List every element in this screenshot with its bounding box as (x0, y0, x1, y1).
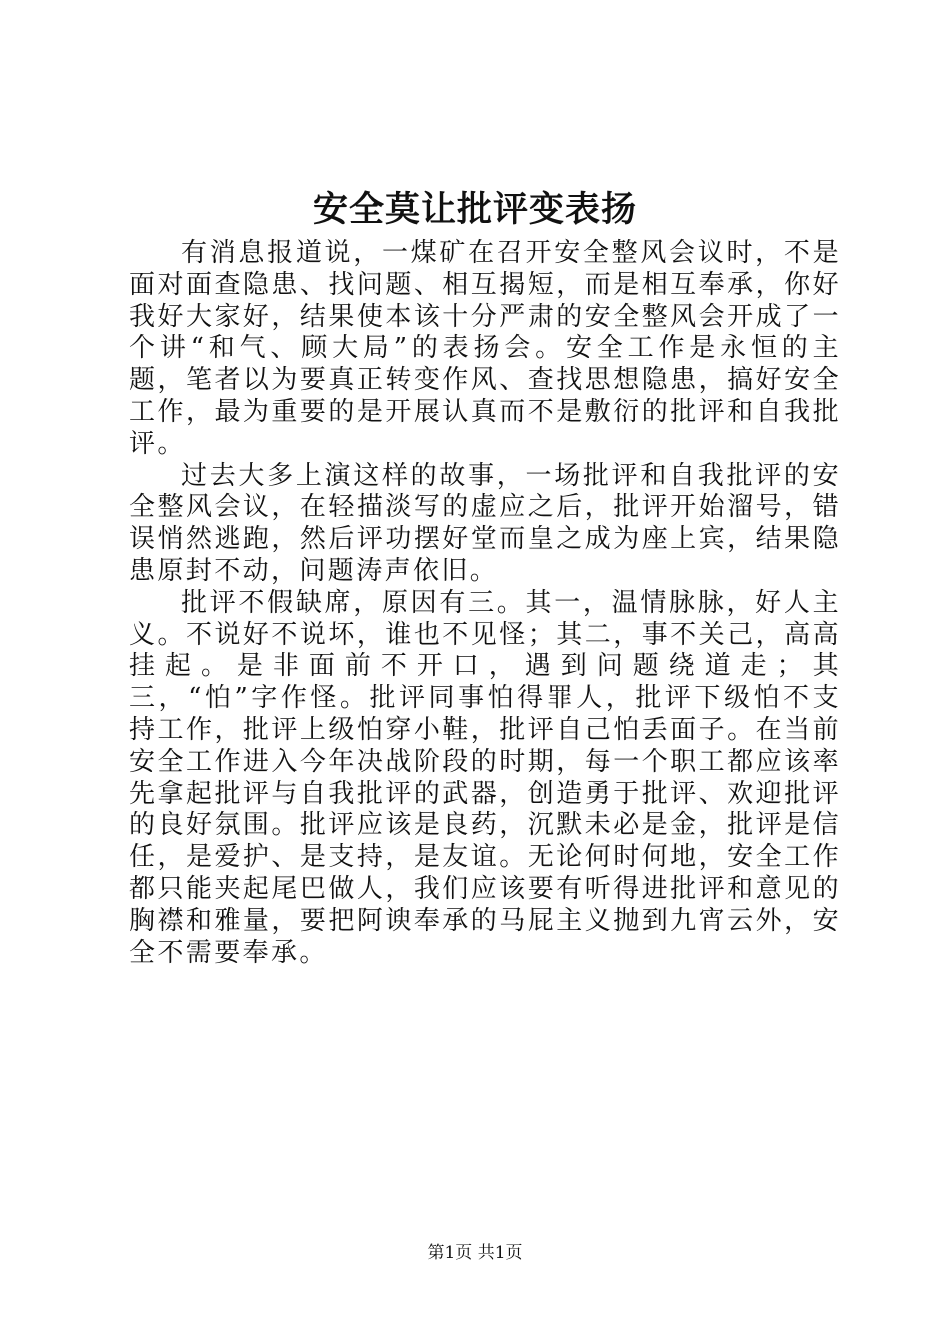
document-title: 安全莫让批评变表扬 (312, 189, 637, 230)
paragraph-3: 批评不假缺席，原因有三。其一，温情脉脉，好人主义。不说好不说坏，谁也不见怪；其二，事不关己，高高挂起。是非面前不开口，遇到问题绕道走；其三，“怕”字作怪。批评同事怕得罪人，批评下级怕不支持工作，批评上级怕穿小鞋，批评自己怕丢面子。在当前安全工作进入今年决战阶段的时期，每一个职工都应该率先拿起批评与自我批评的武器，创造勇于批评、欢迎批评的良好氛围。批评应该是良药，沉默未必是金，批评是信任，是爱护、是支持，是友谊。无论何时何地，安全工作都只能夹起尾巴做人，我们应该要有听得进批评和意见的胸襟和雅量，要把阿谀奉承的马屁主义抛到九宵云外，安全不需要奉承。 (129, 587, 841, 968)
paragraph-2: 过去大多上演这样的故事，一场批评和自我批评的安全整风会议，在轻描淡写的虚应之后，批评开始溜号，错误悄然逃跑，然后评功摆好堂而皇之成为座上宾，结果隐患原封不动，问题涛声依旧。 (129, 460, 841, 586)
page-footer: 第1页 共1页 (427, 1243, 523, 1263)
document-body (129, 238, 841, 969)
paragraph-1: 有消息报道说，一煤矿在召开安全整风会议时，不是面对面查隐患、找问题、相互揭短，而是相互奉承，你好我好大家好，结果使本该十分严肃的安全整风会开成了一个讲“和气、顾大局”的表扬会。安全工作是永恒的主题，笔者以为要真正转变作风、查找思想隐患，搞好安全工作，最为重要的是开展认真而不是敷衍的批评和自我批评。 (129, 238, 841, 459)
